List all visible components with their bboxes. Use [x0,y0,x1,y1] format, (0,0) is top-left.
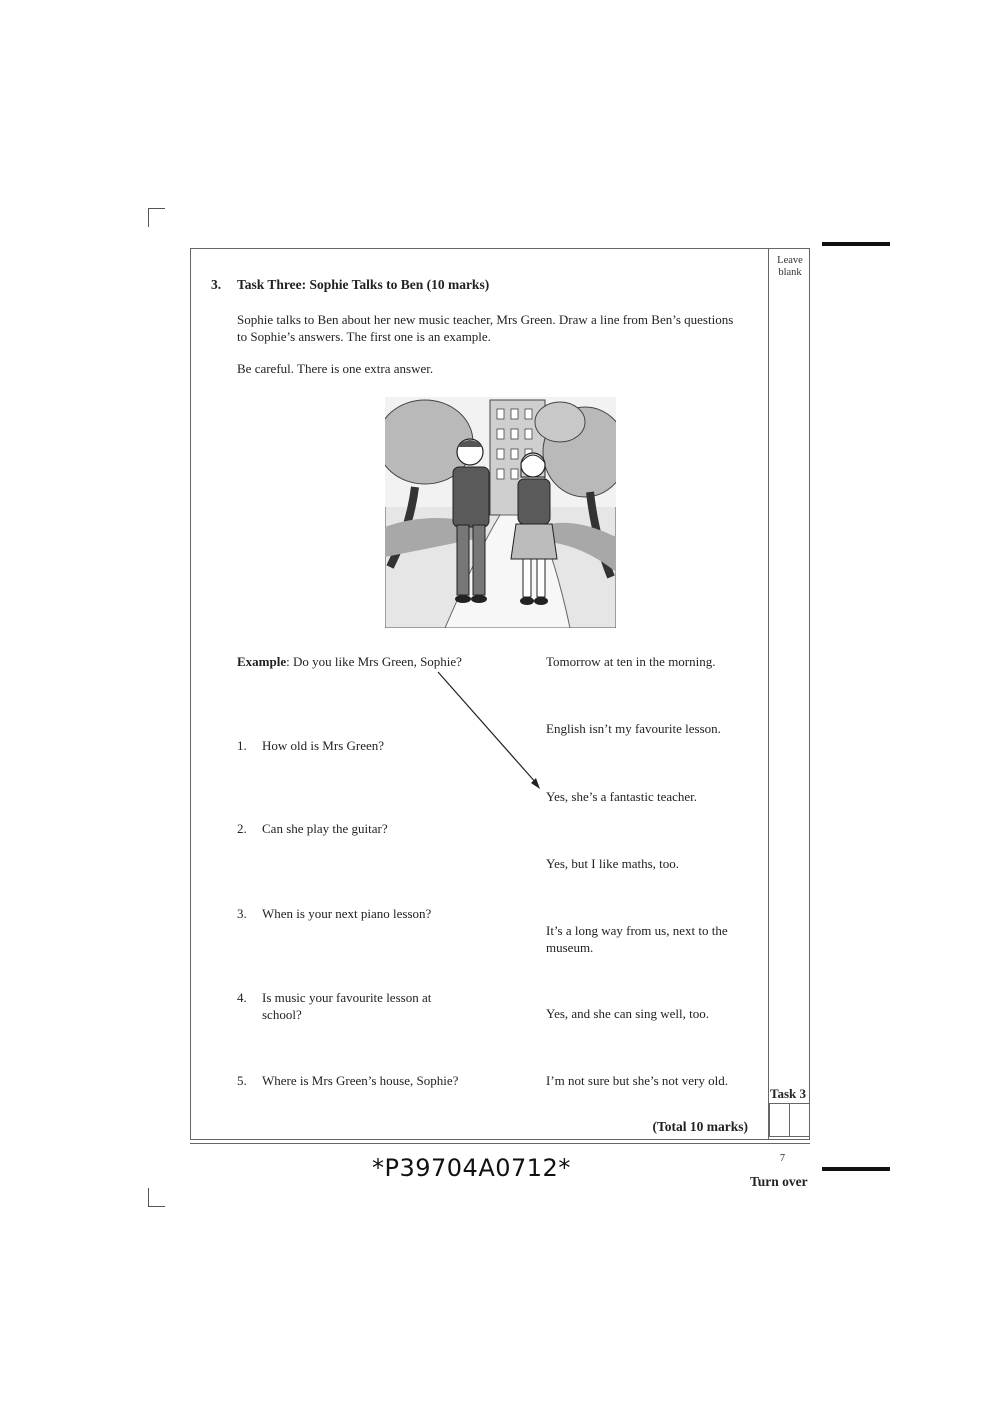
example-question [237,653,462,670]
turn-over-label: Turn over [750,1174,808,1189]
question-number: 5. [237,1073,247,1088]
question-5[interactable] [237,1072,458,1089]
total-marks: (Total 10 marks) [652,1119,748,1134]
answer-3[interactable]: Yes, she’s a fantastic teacher. [546,789,698,804]
answer-7[interactable]: I’m not sure but she’s not very old. [546,1073,728,1088]
answer-1[interactable]: Tomorrow at ten in the morning. [546,654,716,669]
frame-bottom-rule [190,1143,810,1144]
instructions-paragraph: Sophie talks to Ben about her new music teacher, Mrs Green. Draw a line from Ben’s questions to Sophie’s answers. The first one is an example. [237,312,734,344]
sophie-ben-illustration [385,397,616,628]
caution-paragraph: Be careful. There is one extra answer. [237,361,434,376]
answer-5[interactable]: It’s a long way from us, next to the museum. [546,923,728,955]
question-number: 3. [237,906,247,921]
question-text: How old is Mrs Green? [262,738,385,753]
question-3[interactable] [237,905,431,922]
example-text: : Do you like Mrs Green, Sophie? [286,654,462,669]
leave-blank-label: Leave blank [777,255,803,278]
question-text: Where is Mrs Green’s house, Sophie? [262,1073,459,1088]
leave-blank-margin-line [768,248,769,1140]
task-score-box-left[interactable] [769,1103,790,1137]
answer-6[interactable]: Yes, and she can sing well, too. [546,1006,709,1021]
question-number: 4. [237,990,247,1005]
question-number: 2. [237,821,247,836]
task-score-box-right[interactable] [789,1103,810,1137]
top-right-bar [822,242,890,246]
answer-2[interactable]: English isn’t my favourite lesson. [546,721,721,736]
example-connecting-line [430,668,550,793]
question-text: When is your next piano lesson? [262,906,432,921]
question-text: Is music your favourite lesson at school? [262,990,432,1022]
page-number: 7 [780,1153,785,1164]
barcode-text: *P39704A0712* [372,1154,571,1182]
question-2[interactable] [237,820,388,837]
question-4[interactable] [237,989,477,1023]
task-title: Task Three: Sophie Talks to Ben (10 marks) [237,277,490,292]
question-1[interactable] [237,737,384,754]
example-label: Example [237,654,287,669]
question-number: 3. [211,277,222,292]
crop-mark-bottom-left [148,1188,165,1207]
question-text: Can she play the guitar? [262,821,388,836]
answer-4[interactable]: Yes, but I like maths, too. [546,856,680,871]
task-label: Task 3 [770,1086,807,1101]
bottom-right-bar [822,1167,890,1171]
crop-mark-top-left [148,208,165,227]
question-number: 1. [237,738,247,753]
